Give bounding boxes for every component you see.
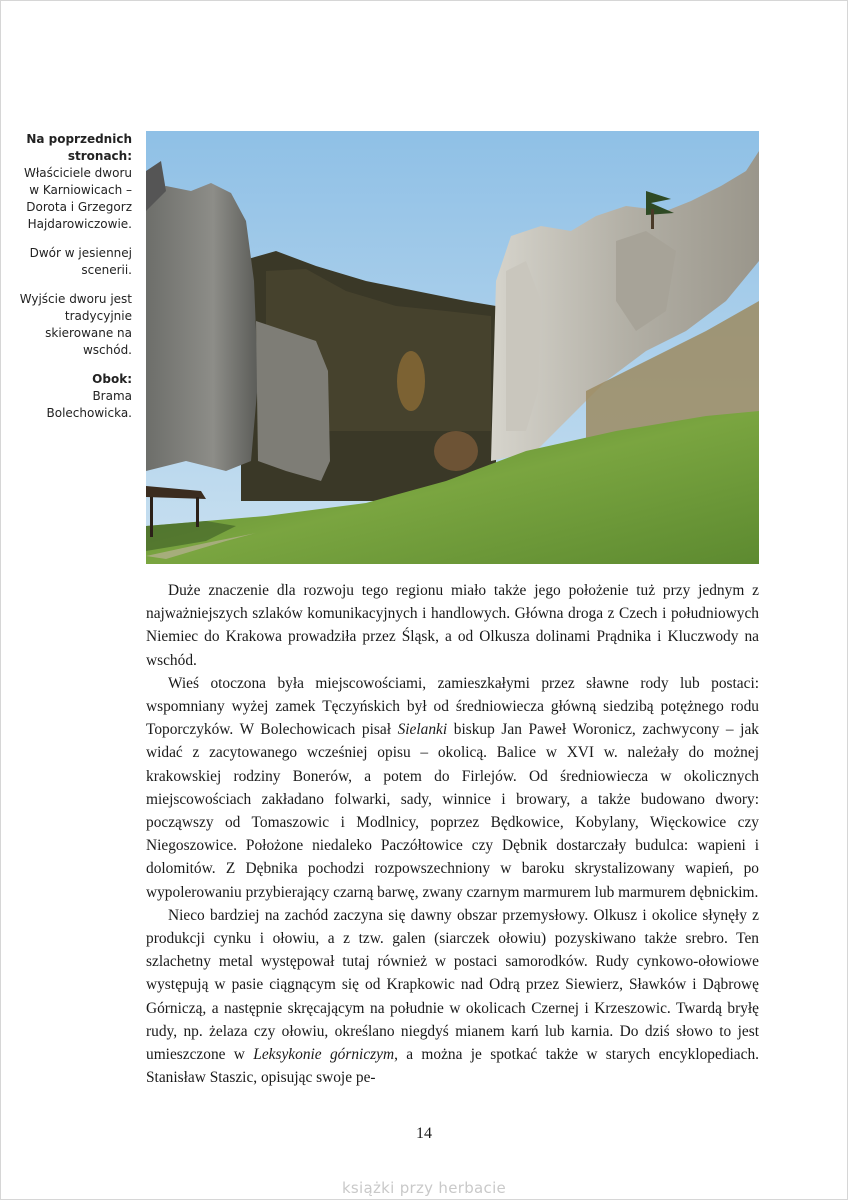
caption-line-autumn: Dwór w jesiennej scenerii. <box>29 246 132 277</box>
paragraph-2-part-b: biskup Jan Paweł Woronicz, zachwycony – jak widać z zacytowanego wcześniej opisu – okolicą. Balice w XVI w. należały do możnej krakowskiej rodziny Bonerów, a potem do Firlejów. Od średniowiecza w okolicznych miejscowościach zakładano folwarki, sady, winnice i browary, a także budowano dwory: począwszy od Tomaszowic i Modlnicy, poprzez Będkowice, Kobylany, Więckowice czy Niegoszowice. Położone niedaleko Paczółtowice czy Dębnik dostarczały budulca: wapieni i dolomitów. Z Dębnika pochodzi rozpowszechniony w baroku skrystalizowany wapień, po wypolerowaniu przybierający czarną barwę, zwany czarnym marmurem lub marmurem dębnickim. <box>146 721 759 901</box>
landscape-illustration <box>146 131 759 564</box>
paragraph-1: Duże znaczenie dla rozwoju tego regionu miało także jego położenie tuż przy jednym z najważniejszych szlaków komunikacyjnych i handlowych. Główna droga z Czech i południowych Niemiec do Krakowa prowadziła przez Śląsk, a od Olkusza dolinami Prądnika i Kluczwody na wschód. <box>146 582 759 669</box>
title-leksykon-gorniczy: Leksykonie górniczym <box>253 1046 395 1064</box>
paragraph-3-part-b: , a można je spotkać także w starych encyklopediach. Stanisław Staszic, opisując swoje pe- <box>146 1046 759 1087</box>
paragraph-2-part-a: Wieś otoczona była miejscowościami, zamieszkałymi przez sławne rody lub postaci: wspomniany wyżej zamek Tęczyńskich był od średniowiecza główną siedzibą potężnego rodu Toporczyków. W Bolechowicach pisał <box>146 674 759 739</box>
paragraph-3 <box>146 904 759 1090</box>
caption-obok <box>16 371 132 422</box>
body-text <box>146 579 759 1089</box>
caption-previous-pages <box>16 131 132 233</box>
paragraph-3-part-a: Nieco bardziej na zachód zaczyna się dawny obszar przemysłowy. Olkusz i okolice słynęły z produkcji cynku i ołowiu, a z tzw. galen (siarczek ołowiu) pozyskiwano także srebro. Ten szlachetny metal występował tutaj również w postaci samorodków. Rudy cynkowo-ołowiowe występują w pasie ciągnącym się od Krapkowic nad Odrą przez Siewierz, Sławków i Dąbrowę Górniczą, a następnie skręcającym na południe w okolicach Czernej i Krzeszowic. Twardą bryłę rudy, np. żelaza czy ołowiu, określano niegdyś mianem karń lub karnia. Do dziś słowo to jest umieszczone w <box>146 906 759 1064</box>
paragraph-2 <box>146 672 759 904</box>
left-rock <box>146 183 258 471</box>
caption-obok-text: Brama Bolechowicka. <box>46 389 132 420</box>
photo-brama-bolechowicka <box>146 131 759 564</box>
caption-obok-label: Obok: <box>92 372 132 386</box>
title-sielanki: Sielanki <box>397 721 448 739</box>
caption-line-owners: Właściciele dworu w Karniowicach – Dorota i Grzegorz Hajdarowiczowie. <box>24 166 132 231</box>
photo-caption <box>16 131 132 434</box>
page-number: 14 <box>416 1125 432 1142</box>
caption-line-entrance: Wyjście dworu jest tradycyjnie skierowane na wschód. <box>19 292 132 357</box>
caption-heading: Na poprzednich stronach: <box>26 132 132 163</box>
watermark: książki przy herbacie <box>341 1179 507 1197</box>
